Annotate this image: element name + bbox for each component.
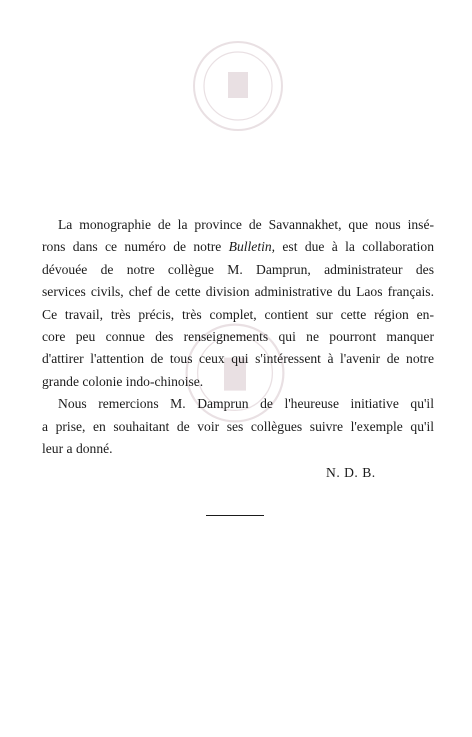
paragraph1-line5: Ce travail, très précis, très complet, contient sur cette région en- [42, 306, 434, 322]
section-rule [206, 515, 264, 516]
paragraph1-line3: dévouée de notre collègue M. Damprun, administrateur des [42, 261, 434, 277]
paragraph2-line3: leur a donné. [42, 440, 113, 456]
signature-initials: N. D. B. [326, 465, 376, 480]
paragraph1-line1: La monographie de la province de Savannakhet, que nous insé- [58, 217, 434, 232]
library-stamp-watermark [188, 36, 288, 136]
paragraph1-line7: d'attirer l'attention de tous ceux qui s'intéressent à l'avenir de notre [42, 351, 434, 367]
paragraph1-line2-start: rons dans ce numéro de notre [42, 239, 229, 255]
paragraph2-line1: Nous remercions M. Damprun de l'heureuse initiative qu'il [58, 396, 434, 412]
paragraph1-line2 [42, 236, 434, 258]
paragraph1-line8: grande colonie indo-chinoise. [42, 373, 204, 389]
paragraph1-line6: core peu connue des renseignements qui ne pourront manquer [42, 328, 434, 344]
paragraph1-line2-end: est due à la collaboration [275, 239, 434, 255]
paragraph2-line2: a prise, en souhaitant de voir ses collègues suivre l'exemple qu'il [42, 418, 434, 434]
body-text [42, 214, 434, 460]
paragraph1-line4: services civils, chef de cette division administrative du Laos français. [42, 284, 434, 300]
bulletin-italic: Bulletin, [228, 239, 276, 255]
